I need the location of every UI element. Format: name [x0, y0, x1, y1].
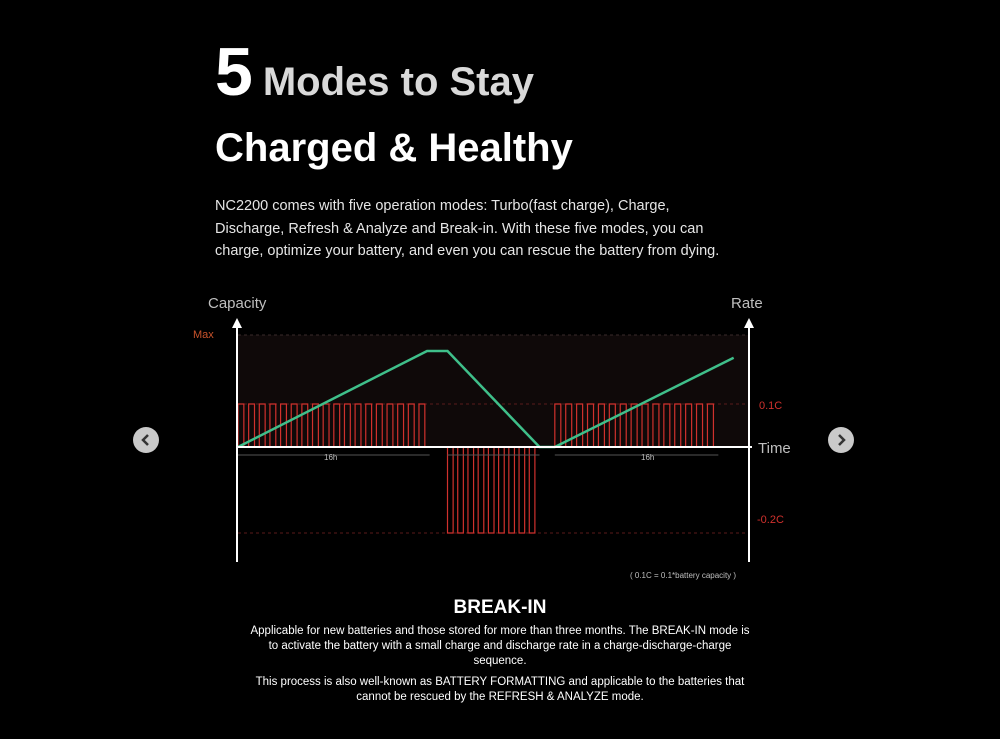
phase-label: 16h — [324, 453, 338, 462]
capacity-axis-arrow — [232, 318, 242, 328]
mode-description-2: This process is also well-known as BATTERY FORMATTING and applicable to the batteries that cannot be rescued by the REFRESH & ANALYZE mode. — [255, 676, 745, 703]
intro-line: Discharge, Refresh & Analyze and Break-in. With these five modes, you can — [215, 220, 704, 237]
rate-label-pos: 0.1C — [759, 400, 783, 412]
mode-description-1: Applicable for new batteries and those stored for more than three months. The BREAK-IN mode is to activate the battery with a small charge and discharge rate in a charge-discharge-charge sequence. — [250, 625, 750, 667]
max-label: Max — [193, 329, 214, 341]
phase-label: 16h — [641, 453, 655, 462]
rate-pulse-series — [448, 447, 540, 533]
time-axis-label: Time — [758, 440, 791, 457]
intro-line: NC2200 comes with five operation modes: Turbo(fast charge), Charge, — [215, 198, 670, 214]
mode-title: BREAK-IN — [453, 597, 547, 618]
mode-description — [250, 624, 750, 711]
rate-label-neg: -0.2C — [757, 514, 784, 526]
rate-axis-arrow — [744, 318, 754, 328]
rate-axis-label: Rate — [731, 295, 763, 312]
chart-band — [238, 335, 750, 447]
headline-line1: Modes to Stay — [262, 60, 534, 104]
capacity-axis-label: Capacity — [208, 295, 267, 312]
headline-line2: Charged & Healthy — [215, 126, 573, 170]
headline-number: 5 — [215, 34, 253, 110]
intro-line: charge, optimize your battery, and even you can rescue the battery from dying. — [215, 243, 720, 259]
chart-footnote: ( 0.1C = 0.1*battery capacity ) — [630, 571, 737, 580]
